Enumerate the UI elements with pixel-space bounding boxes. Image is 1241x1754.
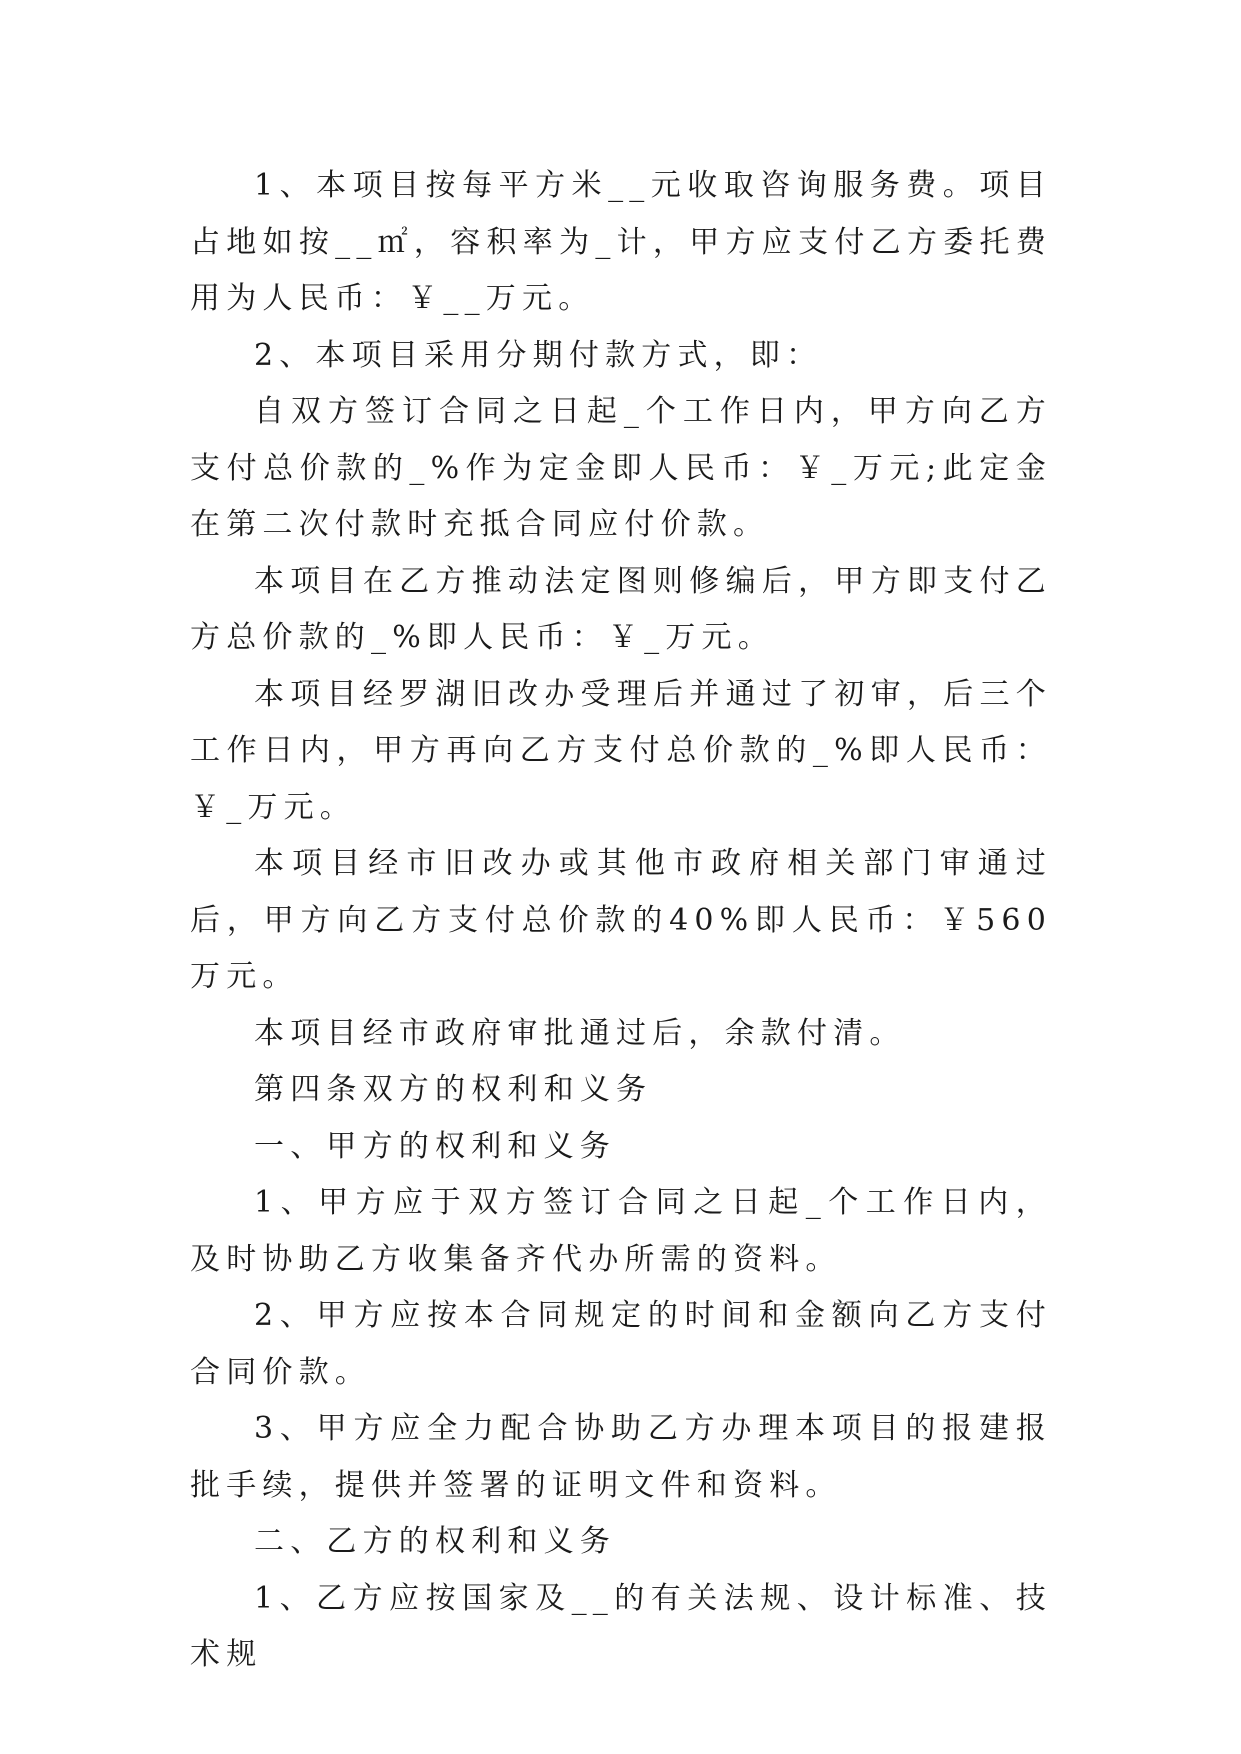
party-b-duty-1: 1、乙方应按国家及__的有关法规、设计标准、技术规	[190, 1580, 1052, 1672]
party-a-duty-1: 1、甲方应于双方签订合同之日起_个工作日内，及时协助乙方收集备齐代办所需的资料。	[190, 1185, 1052, 1277]
paragraph-installment-method: 2、本项目采用分期付款方式，即：	[254, 337, 823, 373]
document-body	[190, 158, 1052, 1684]
paragraph-plan-revision-payment: 本项目在乙方推动法定图则修编后，甲方即支付乙方总价款的_%即人民币：￥_万元。	[190, 563, 1052, 655]
paragraph-deposit: 自双方签订合同之日起_个工作日内，甲方向乙方支付总价款的_%作为定金即人民币：￥_万元;此定金在第二次付款时充抵合同应付价款。	[190, 394, 1052, 542]
party-a-duty-3: 3、甲方应全力配合协助乙方办理本项目的报建报批手续，提供并签署的证明文件和资料。	[190, 1411, 1052, 1503]
party-b-heading: 二、乙方的权利和义务	[254, 1524, 616, 1559]
paragraph-city-approval-payment: 本项目经市旧改办或其他市政府相关部门审通过后，甲方向乙方支付总价款的40%即人民币：￥560万元。	[190, 846, 1052, 994]
party-a-duty-2: 2、甲方应按本合同规定的时间和金额向乙方支付合同价款。	[190, 1298, 1052, 1390]
article-four-heading: 第四条双方的权利和义务	[254, 1072, 653, 1107]
party-a-heading: 一、甲方的权利和义务	[254, 1128, 616, 1164]
paragraph-preliminary-review-payment: 本项目经罗湖旧改办受理后并通过了初审，后三个工作日内，甲方再向乙方支付总价款的_%即人民币：￥_万元。	[190, 676, 1052, 825]
paragraph-final-payment: 本项目经市政府审批通过后，余款付清。	[254, 1015, 906, 1051]
paragraph-fee-standard: 1、本项目按每平方米__元收取咨询服务费。项目占地如按__㎡，容积率为_计，甲方应支付乙方委托费用为人民币：￥__万元。	[190, 168, 1052, 316]
